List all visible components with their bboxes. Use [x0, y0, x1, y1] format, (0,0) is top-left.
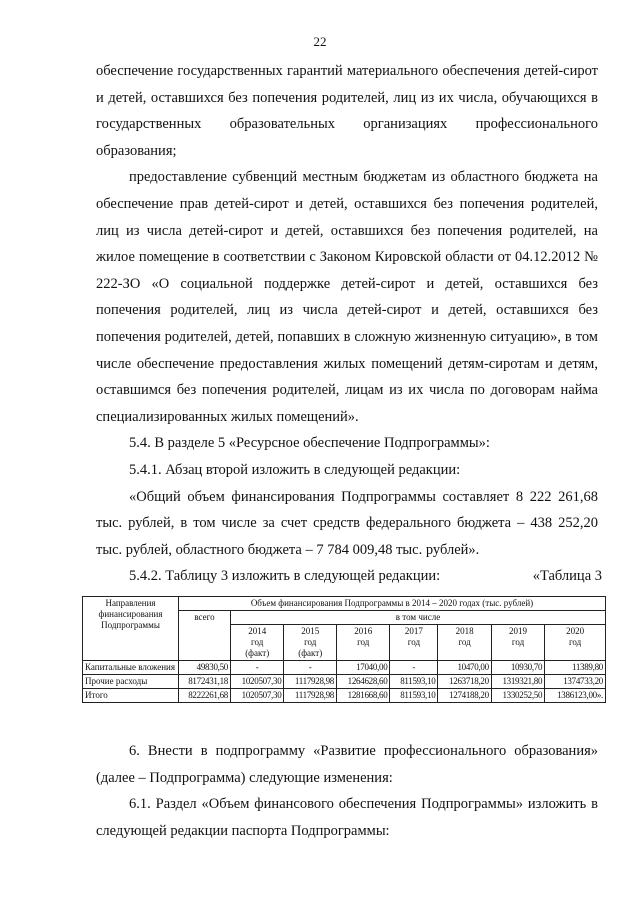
table-row [83, 675, 606, 689]
cell-value: 1117928,98 [284, 689, 337, 703]
cell-value: 1386123,00». [545, 689, 606, 703]
cell-value: - [231, 661, 284, 675]
cell-total: 8172431,18 [179, 675, 231, 689]
paragraph-5-4-1: 5.4.1. Абзац второй изложить в следующей редакции: [129, 461, 461, 478]
cell-value: 811593,10 [390, 689, 438, 703]
cell-value: 1330252,50 [491, 689, 544, 703]
cell-value: 1020507,30 [231, 689, 284, 703]
cell-value: 1319321,80 [491, 675, 544, 689]
paragraph-guarantees: обеспечение государственных гарантий материального обеспечения детей-сирот и детей, оставшихся без попечения родителей, лиц из их числа, обучающихся в государственных образовательных организациях профессионального образования; [96, 63, 598, 159]
header-year: 2015 год (факт) [284, 625, 337, 661]
table-row [83, 689, 606, 703]
cell-value: 811593,10 [390, 675, 438, 689]
table-caption: «Таблица 3 [532, 568, 602, 584]
row-label: Прочие расходы [83, 675, 179, 689]
row-label: Итого [83, 689, 179, 703]
cell-value: 10930,70 [491, 661, 544, 675]
paragraph-6-1: 6.1. Раздел «Объем финансового обеспечения Подпрограммы» изложить в следующей редакции паспорта Подпрограммы: [96, 796, 598, 839]
header-year: 2020 год [545, 625, 606, 661]
cell-value: 1374733,20 [545, 675, 606, 689]
financing-table [82, 596, 606, 703]
page-number: 22 [313, 34, 327, 49]
cell-value: 1117928,98 [284, 675, 337, 689]
cell-value: - [390, 661, 438, 675]
header-year: 2016 год [337, 625, 390, 661]
cell-value: 10470,00 [438, 661, 491, 675]
header-year: 2017 год [390, 625, 438, 661]
cell-value: 1281668,60 [337, 689, 390, 703]
cell-total: 8222261,68 [179, 689, 231, 703]
cell-value: 1274188,20 [438, 689, 491, 703]
header-including: в том числе [231, 611, 606, 625]
paragraph-subventions: предоставление субвенций местным бюджетам из областного бюджета на обеспечение прав детей-сирот и детей, оставшихся без попечения родителей, лиц из числа детей-сирот и детей, оставшихся без попечения родителей, на жилое помещение в соответствии с Законом Кировской области от 04.12.2012 № 222-ЗО «О социальной поддержке детей-сирот и детей, оставшихся без попечения родителей, лиц из числа детей-сирот и детей, оставшихся без попечения родителей, детей, попавших в сложную жизненную ситуацию», в том числе обеспечение предоставления жилых помещений детям-сиротам и детям, оставшимся без попечения родителей, лицам из их числа по договорам найма специализированных жилых помещений». [96, 169, 598, 425]
header-year: 2018 год [438, 625, 491, 661]
paragraph-5-4-2: 5.4.2. Таблицу 3 изложить в следующей редакции: [129, 568, 441, 585]
cell-value: 1263718,20 [438, 675, 491, 689]
body-text-top [96, 58, 598, 590]
header-total: всего [179, 611, 231, 661]
header-volume: Объем финансирования Подпрограммы в 2014 – 2020 годах (тыс. рублей) [179, 597, 606, 611]
header-year: 2019 год [491, 625, 544, 661]
cell-value: 1020507,30 [231, 675, 284, 689]
paragraph-section-6: 6. Внести в подпрограмму «Развитие профессионального образования» (далее – Подпрограмма) следующие изменения: [96, 743, 598, 786]
paragraph-total-volume: «Общий объем финансирования Подпрограммы составляет 8 222 261,68 тыс. рублей, в том числе за счет средств федерального бюджета – 438 252,20 тыс. рублей, областного бюджета – 7 784 009,48 тыс. рублей». [96, 488, 598, 558]
table-row [83, 661, 606, 675]
body-text-bottom [96, 738, 598, 844]
header-year: 2014 год (факт) [231, 625, 284, 661]
cell-value: 1264628,60 [337, 675, 390, 689]
cell-total: 49830,50 [179, 661, 231, 675]
paragraph-section-5-4: 5.4. В разделе 5 «Ресурсное обеспечение Подпрограммы»: [129, 435, 490, 452]
table-header-row-1 [83, 597, 606, 611]
cell-value: - [284, 661, 337, 675]
cell-value: 11389,80 [545, 661, 606, 675]
cell-value: 17040,00 [337, 661, 390, 675]
header-direction: Направления финансирования Подпрограммы [83, 597, 179, 661]
row-label: Капитальные вложения [83, 661, 179, 675]
